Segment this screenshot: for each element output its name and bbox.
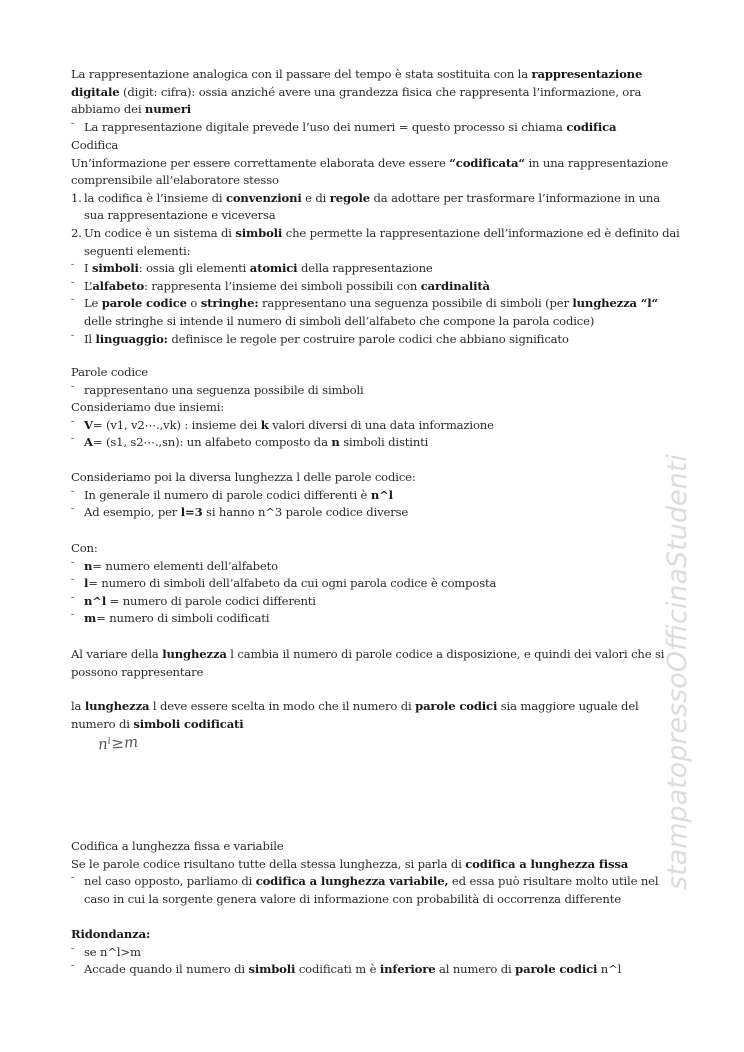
bold-text: linguaggio:: [95, 331, 168, 346]
bold-text: alfabeto: [92, 278, 145, 293]
bullet-item: [71, 434, 681, 452]
bold-text: simboli codificati: [133, 716, 244, 731]
paragraph: [71, 838, 681, 856]
dash-bullet-icon: -: [71, 330, 74, 341]
dash-bullet-icon: -: [71, 486, 74, 497]
bold-text: numeri: [144, 102, 192, 117]
text: Se le parole codice risultano tutte della stessa lunghezza, si parla di: [71, 856, 466, 871]
text: (digit: cifra): ossia anziché avere una grandezza fisica che rappresenta l’informazione, ora abbiamo dei: [71, 84, 642, 117]
text: = numero elementi dell’alfabeto: [92, 558, 278, 573]
bold-text: inferiore: [379, 962, 436, 977]
paragraph: [71, 926, 681, 944]
bullet-item: [71, 260, 681, 278]
bold-text: n^l: [84, 593, 107, 608]
bold-text: lunghezza: [84, 699, 150, 713]
dash-bullet-icon: -: [71, 118, 74, 129]
bold-text: lunghezza: [162, 647, 227, 661]
text: nel caso opposto, parliamo di: [84, 874, 256, 889]
bullet-item: [71, 944, 681, 962]
bullet-item: [71, 487, 681, 505]
paragraph: [71, 155, 681, 190]
bullet-item: [71, 417, 681, 435]
text-section: [71, 540, 681, 628]
text: Consideriamo poi la diversa lunghezza l delle parole codice:: [71, 470, 416, 484]
paragraph: [71, 137, 681, 155]
text: ed essa può risultare molto utile nel caso in cui la sorgente genera valore di informazione con probabilità di occorrenza differente: [84, 874, 659, 906]
text-section: [71, 926, 681, 979]
bold-text: rappresentazione digitale: [71, 67, 643, 99]
text: l deve essere scelta in modo che il numero di: [149, 699, 416, 713]
bold-text: lunghezza “l“: [572, 296, 659, 311]
dash-bullet-icon: -: [71, 504, 74, 515]
bold-text: n^l: [370, 487, 393, 502]
bold-text: atomici: [249, 261, 298, 276]
watermark: stampatopressoOfficinaStudenti: [662, 454, 693, 890]
bold-text: m: [84, 611, 97, 626]
bullet-item: [71, 961, 681, 979]
text: delle stringhe si intende il numero di simboli dell’alfabeto che compone la parola codice): [84, 313, 595, 328]
bold-text: l=3: [180, 505, 203, 520]
bold-text: codifica: [566, 119, 617, 134]
dash-bullet-icon: -: [71, 260, 74, 271]
text: Ad esempio, per: [84, 505, 181, 520]
text-section: [71, 137, 681, 348]
bullet-item: [71, 382, 681, 400]
handwritten-note: nˡ≥m: [97, 732, 139, 754]
text: l cambia il numero di parole codice a disposizione, e quindi dei valori che si possono rappresentare: [71, 647, 665, 679]
paragraph: [71, 66, 681, 119]
text: Un codice è un sistema di: [84, 225, 236, 240]
paragraph: [71, 856, 681, 874]
text: se n^l>m: [84, 944, 141, 959]
paragraph: [71, 698, 681, 733]
bold-text: “codificata“: [449, 155, 525, 170]
bold-text: regole: [329, 190, 370, 205]
dash-bullet-icon: -: [71, 873, 74, 884]
bold-text: codifica a lunghezza variabile,: [255, 874, 449, 889]
text-section: [71, 469, 681, 522]
text: o: [186, 296, 201, 311]
bold-text: parole codice: [101, 296, 187, 311]
bold-text: V: [84, 417, 93, 432]
bold-text: Ridondanza:: [71, 927, 151, 941]
bold-text: n: [84, 558, 93, 573]
text: Con:: [71, 541, 98, 555]
text: = numero di simboli codificati: [96, 611, 270, 626]
numbered-item: [71, 225, 681, 260]
text: In generale il numero di parole codici differenti è: [84, 487, 371, 502]
text: La rappresentazione analogica con il passare del tempo è stata sostituita con la: [71, 67, 532, 81]
text-section: [71, 698, 681, 733]
text: in una rappresentazione comprensibile all’elaboratore stesso: [71, 155, 669, 188]
dash-bullet-icon: -: [71, 592, 74, 603]
paragraph: [71, 399, 681, 417]
dash-bullet-icon: -: [71, 557, 74, 568]
text: = numero di simboli dell’alfabeto da cui ogni parola codice è composta: [88, 576, 497, 591]
text: : rappresenta l’insieme dei simboli possibili con: [144, 278, 421, 293]
dash-bullet-icon: -: [71, 961, 74, 972]
text: n^l: [597, 962, 622, 977]
text: si hanno n^3 parole codice diverse: [202, 505, 409, 520]
bold-text: simboli: [248, 962, 296, 977]
bold-text: parole codici: [515, 962, 598, 977]
text: rappresentano una seguenza possibile di simboli: [84, 382, 364, 397]
bold-text: stringhe:: [200, 296, 259, 311]
paragraph: [71, 469, 681, 487]
text-section: [71, 646, 681, 681]
text: la: [71, 699, 85, 713]
text: codificati m è: [295, 962, 380, 977]
text: definisce le regole per costruire parole codici che abbiano significato: [167, 331, 569, 346]
numbered-item: [71, 190, 681, 225]
bold-text: simboli: [235, 225, 283, 240]
bold-text: simboli: [91, 261, 139, 276]
bullet-item: [71, 119, 681, 137]
text: da adottare per trasformare l’informazione in una sua rappresentazione e viceversa: [84, 190, 661, 223]
text: Consideriamo due insiemi:: [71, 400, 225, 415]
text: sia maggiore uguale del numero di: [71, 699, 639, 731]
bullet-item: [71, 558, 681, 576]
bold-text: cardinalità: [420, 278, 490, 293]
text: rappresentano una seguenza possibile di simboli (per: [258, 296, 573, 311]
text-section: [71, 838, 681, 908]
text: Parole codice: [71, 365, 148, 379]
paragraph: [71, 540, 681, 558]
bullet-item: [71, 278, 681, 296]
text: L’: [84, 278, 93, 293]
text: che permette la rappresentazione dell’informazione ed è definito dai seguenti elementi:: [84, 225, 680, 258]
dash-bullet-icon: -: [71, 610, 74, 621]
text: I: [84, 261, 92, 276]
text: Accade quando il numero di: [84, 962, 249, 977]
bold-text: convenzioni: [225, 190, 302, 205]
paragraph: [71, 364, 681, 382]
text: Il: [84, 331, 96, 346]
bullet-item: [71, 575, 681, 593]
dash-bullet-icon: -: [71, 575, 74, 586]
text: : ossia gli elementi: [138, 261, 250, 276]
dash-bullet-icon: -: [71, 943, 74, 954]
bold-text: k: [260, 417, 269, 432]
bold-text: n: [331, 435, 340, 450]
bullet-item: [71, 331, 681, 349]
text: valori diversi di una data informazione: [268, 417, 494, 432]
dash-bullet-icon: -: [71, 434, 74, 445]
text-section: [71, 364, 681, 452]
bold-text: A: [84, 435, 93, 450]
text: la codifica è l’insieme di: [84, 190, 226, 205]
dash-bullet-icon: -: [71, 295, 74, 306]
text: Codifica: [71, 138, 119, 152]
paragraph: [71, 646, 681, 681]
text-section: [71, 66, 681, 136]
text: = (v1, v2⋯.,vk) : insieme dei: [92, 417, 261, 432]
text: al numero di: [435, 962, 516, 977]
list-number: 1.: [71, 190, 82, 205]
text: simboli distinti: [339, 435, 429, 450]
text: Un’informazione per essere correttamente elaborata deve essere: [71, 155, 450, 170]
text: La rappresentazione digitale prevede l’uso dei numeri = questo processo si chiama: [84, 119, 567, 134]
bold-text: l: [84, 576, 89, 591]
bullet-item: [71, 295, 681, 330]
bold-text: parole codici: [415, 699, 498, 713]
text: Codifica a lunghezza fissa e variabile: [71, 839, 284, 853]
text: e di: [301, 190, 330, 205]
dash-bullet-icon: -: [71, 381, 74, 392]
list-number: 2.: [71, 225, 82, 240]
bullet-item: [71, 593, 681, 611]
text: = numero di parole codici differenti: [106, 593, 316, 608]
text: Al variare della: [71, 647, 163, 661]
dash-bullet-icon: -: [71, 416, 74, 427]
bold-text: codifica a lunghezza fissa: [465, 856, 629, 871]
bullet-item: [71, 873, 681, 908]
dash-bullet-icon: -: [71, 277, 74, 288]
text: Le: [84, 296, 102, 311]
bullet-item: [71, 504, 681, 522]
bullet-item: [71, 610, 681, 628]
text: = (s1, s2⋯.,sn): un alfabeto composto da: [92, 435, 332, 450]
text: della rappresentazione: [297, 261, 433, 276]
